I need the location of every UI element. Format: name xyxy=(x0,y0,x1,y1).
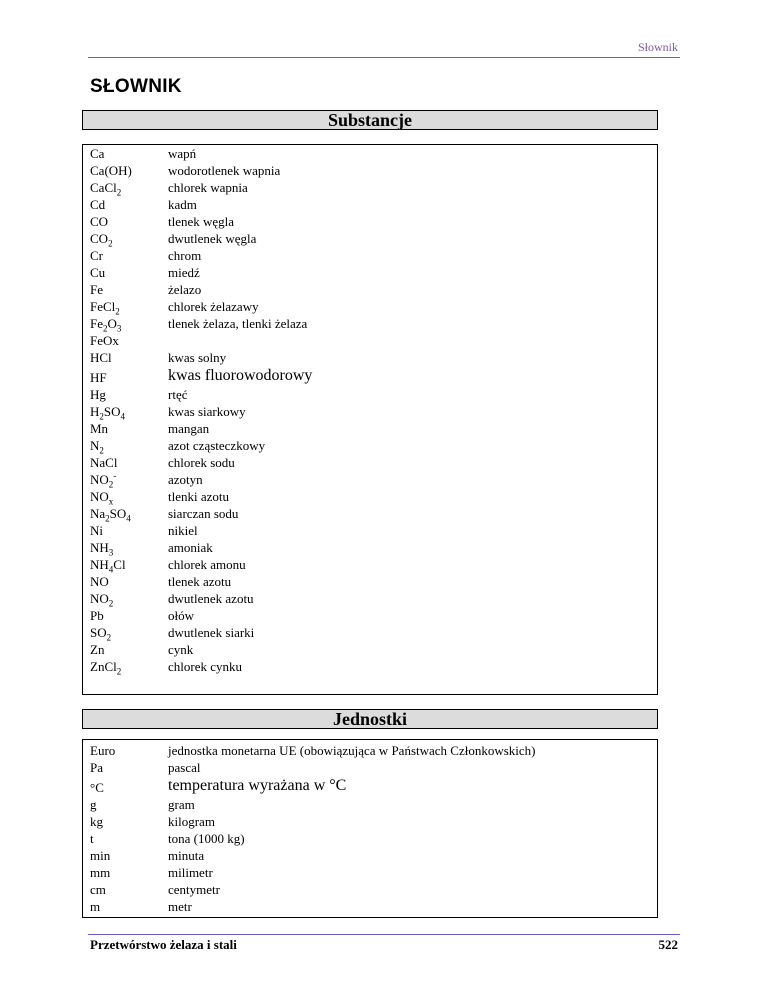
formula: $H_2SO_4$ xyxy=(90,404,126,422)
substance-name: dwutlenek siarki xyxy=(168,625,255,640)
substance-name: chlorek sodu xyxy=(168,455,235,470)
unit-symbol: Euro xyxy=(90,743,116,758)
substance-name: tlenki azotu xyxy=(168,489,230,504)
formula: $NH_3$ xyxy=(90,540,114,558)
substance-row xyxy=(83,401,657,422)
substance-row xyxy=(83,469,657,490)
unit-symbol: Pa xyxy=(90,760,103,775)
formula: HCl xyxy=(90,350,112,365)
unit-symbol: °C xyxy=(90,780,104,795)
substance-row xyxy=(83,330,657,347)
unit-symbol: min xyxy=(90,848,111,863)
unit-row xyxy=(83,757,657,774)
formula: NaCl xyxy=(90,455,118,470)
unit-row xyxy=(83,811,657,828)
unit-name: jednostka monetarna UE (obowiązująca w Państwach Członkowskich) xyxy=(168,743,536,758)
unit-name: milimetr xyxy=(168,865,213,880)
header-rule xyxy=(88,57,680,58)
unit-symbol: kg xyxy=(90,814,103,829)
unit-row xyxy=(83,879,657,896)
page-number: 522 xyxy=(658,937,678,952)
formula: Ni xyxy=(90,523,103,538)
substance-name: cynk xyxy=(168,642,194,657)
formula: Pb xyxy=(90,608,104,623)
formula: $NO_x$ xyxy=(90,489,114,507)
unit-symbol: cm xyxy=(90,882,106,897)
substance-row xyxy=(83,296,657,317)
substance-row xyxy=(83,279,657,296)
unit-symbol: g xyxy=(90,797,97,812)
formula: Ca(OH) xyxy=(90,163,132,178)
formula: $NO_2$ xyxy=(90,591,114,609)
unit-row xyxy=(83,740,657,757)
unit-symbol: mm xyxy=(90,865,111,880)
formula: NO xyxy=(90,574,109,589)
page-title: SŁOWNIK xyxy=(90,76,182,97)
substance-row xyxy=(83,177,657,198)
substances-table xyxy=(82,144,658,695)
substance-name: tlenek węgla xyxy=(168,214,235,229)
substance-name: azotyn xyxy=(168,472,203,487)
unit-name: gram xyxy=(168,797,195,812)
substance-row xyxy=(83,384,657,401)
substance-row xyxy=(83,605,657,622)
formula: ZnCl$_2$ xyxy=(90,659,122,677)
substance-name: żelazo xyxy=(168,282,202,297)
formula: Cd xyxy=(90,197,106,212)
substance-name: tlenek azotu xyxy=(168,574,232,589)
unit-row xyxy=(83,828,657,845)
unit-name: temperatura wyrażana w °C xyxy=(168,777,347,794)
substance-row xyxy=(83,656,657,677)
substance-name: kwas siarkowy xyxy=(168,404,246,419)
formula: Cu xyxy=(90,265,106,280)
substance-row xyxy=(83,364,657,384)
substance-name: dwutlenek węgla xyxy=(168,231,257,246)
substance-row xyxy=(83,228,657,249)
substance-row xyxy=(83,639,657,656)
formula: $Fe_2O_3$ xyxy=(90,316,122,334)
substance-name: dwutlenek azotu xyxy=(168,591,254,606)
substances-heading: Substancje xyxy=(82,110,658,130)
formula: Zn xyxy=(90,642,105,657)
footer-title: Przetwórstwo żelaza i stali xyxy=(90,937,237,952)
substance-row xyxy=(83,588,657,609)
formula: $N_2$ xyxy=(90,438,104,456)
footer-rule xyxy=(88,934,680,935)
unit-name: metr xyxy=(168,899,192,914)
formula: CaCl$_2$ xyxy=(90,180,122,198)
unit-name: pascal xyxy=(168,760,201,775)
formula: $NO_2^-$ xyxy=(90,470,117,490)
substance-name: siarczan sodu xyxy=(168,506,239,521)
substance-name: ołów xyxy=(168,608,194,623)
substance-row xyxy=(83,554,657,575)
unit-row xyxy=(83,845,657,862)
substance-row xyxy=(83,435,657,456)
substance-name: miedź xyxy=(168,265,200,280)
substance-row xyxy=(83,245,657,262)
substance-row xyxy=(83,571,657,588)
running-header: Słownik xyxy=(637,40,678,54)
substance-name: chlorek wapnia xyxy=(168,180,248,195)
substance-row xyxy=(83,211,657,228)
unit-row xyxy=(83,896,657,913)
substance-name: chlorek żelazawy xyxy=(168,299,259,314)
substance-name: nikiel xyxy=(168,523,198,538)
units-heading: Jednostki xyxy=(82,709,658,729)
substance-name: chlorek amonu xyxy=(168,557,246,572)
substance-name: chlorek cynku xyxy=(168,659,243,674)
formula: Ca xyxy=(90,146,105,161)
formula: FeCl$_2$ xyxy=(90,299,120,317)
formula: Fe xyxy=(90,282,103,297)
substance-row xyxy=(83,503,657,524)
substance-row xyxy=(83,262,657,279)
formula: $CO_2$ xyxy=(90,231,113,249)
formula: Hg xyxy=(90,387,106,402)
formula: Mn xyxy=(90,421,109,436)
substance-name: wodorotlenek wapnia xyxy=(168,163,281,178)
units-table xyxy=(82,739,658,918)
substance-name: rtęć xyxy=(168,387,188,402)
substance-row xyxy=(83,160,657,177)
formula: $Na_2SO_4$ xyxy=(90,506,131,524)
unit-name: tona (1000 kg) xyxy=(168,831,245,846)
substance-row xyxy=(83,347,657,364)
substance-row xyxy=(83,194,657,211)
substance-name: kwas solny xyxy=(168,350,227,365)
formula: $SO_2$ xyxy=(90,625,112,643)
substance-name: azot cząsteczkowy xyxy=(168,438,266,453)
formula: FeOx xyxy=(90,333,119,348)
substance-name: kadm xyxy=(168,197,197,212)
substance-row xyxy=(83,486,657,507)
unit-row xyxy=(83,774,657,794)
substance-name: chrom xyxy=(168,248,202,263)
formula: Cr xyxy=(90,248,103,263)
unit-symbol: m xyxy=(90,899,101,914)
substance-row xyxy=(83,520,657,537)
substance-name: wapń xyxy=(168,146,197,161)
substance-row xyxy=(83,143,657,160)
formula: CO xyxy=(90,214,109,229)
unit-name: kilogram xyxy=(168,814,215,829)
unit-name: centymetr xyxy=(168,882,220,897)
formula: HF xyxy=(90,370,107,385)
substance-row xyxy=(83,418,657,435)
unit-row xyxy=(83,794,657,811)
substance-row xyxy=(83,537,657,558)
substance-name: kwas fluorowodorowy xyxy=(168,367,313,384)
substance-name: mangan xyxy=(168,421,210,436)
unit-row xyxy=(83,862,657,879)
substance-row xyxy=(83,452,657,469)
formula: $NH_4Cl$ xyxy=(90,557,126,575)
unit-symbol: t xyxy=(90,831,94,846)
substance-name: tlenek żelaza, tlenki żelaza xyxy=(168,316,308,331)
substance-row xyxy=(83,622,657,643)
substance-name: amoniak xyxy=(168,540,213,555)
unit-name: minuta xyxy=(168,848,205,863)
substance-row xyxy=(83,313,657,334)
